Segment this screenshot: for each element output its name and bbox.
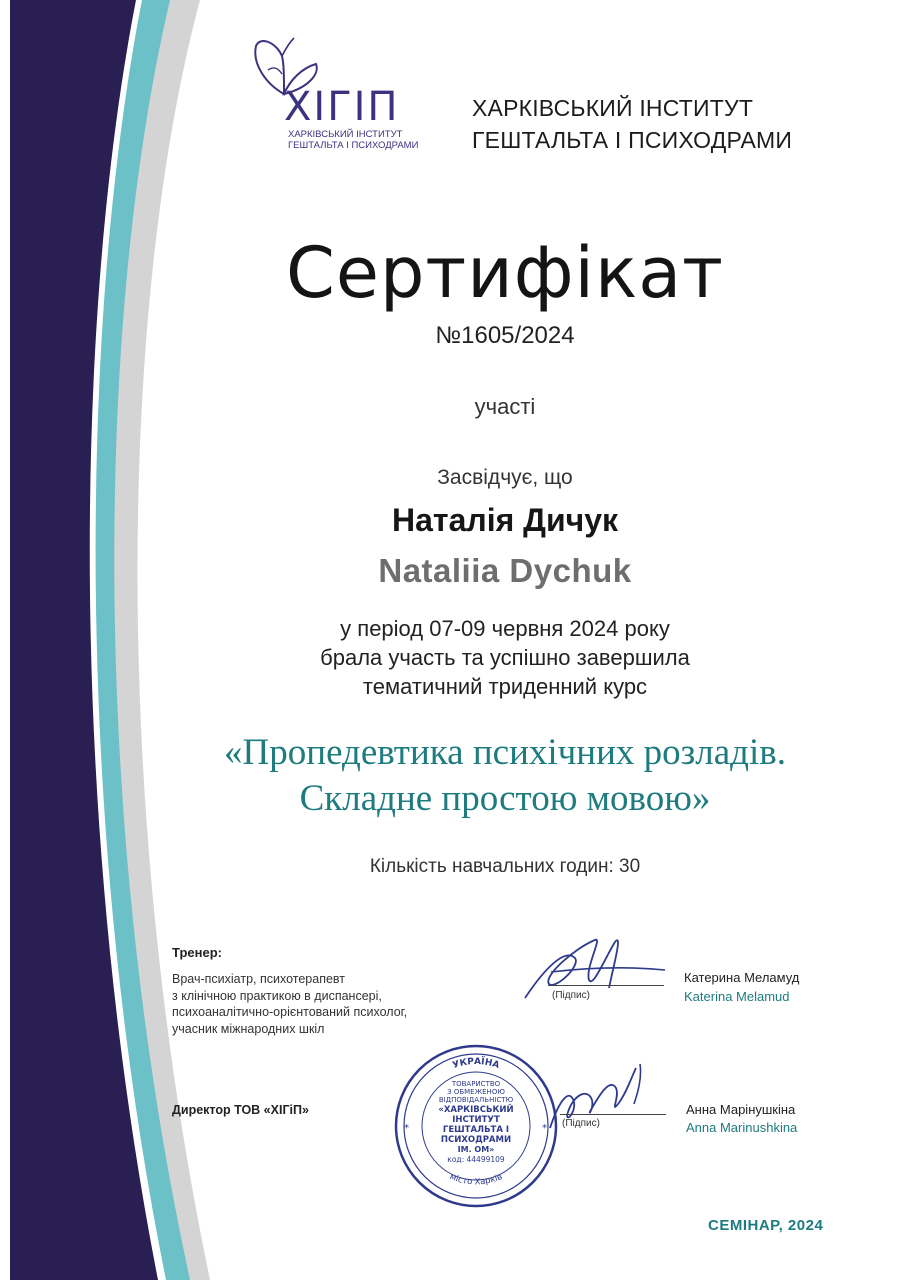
trainer-name-en: Katerina Melamud: [684, 989, 790, 1004]
stamp-line4: «ХАРКІВСЬКИЙ: [438, 1105, 514, 1115]
director-name-uk: Анна Марінушкіна: [686, 1102, 796, 1117]
recipient-name-en: Nataliia Dychuk: [378, 552, 632, 589]
institute-name-line1: ХАРКІВСЬКИЙ ІНСТИТУТ: [472, 95, 754, 121]
certificate-number: №1605/2024: [435, 322, 575, 349]
stamp-line3: ВІДПОВІДАЛЬНІСТЮ: [438, 1096, 514, 1104]
certificate-title: Сертифікат: [286, 232, 724, 314]
logo-subtitle-line2: ГЕШТАЛЬТА І ПСИХОДРАМИ: [288, 140, 419, 151]
left-edge-strip: [0, 0, 10, 1280]
stamp-outer-bottom: місто Харків: [448, 1171, 504, 1188]
period-line2: брала участь та успішно завершила: [320, 645, 690, 670]
stamp-line2: З ОБМЕЖЕНОЮ: [447, 1088, 505, 1096]
trainer-label: Тренер:: [172, 945, 222, 960]
attests-text: Засвідчує, що: [437, 466, 573, 489]
svg-text:УКРАЇНА: [451, 1056, 500, 1071]
svg-text:місто Харків: [448, 1172, 504, 1188]
trainer-signature: [505, 928, 675, 1008]
stamp-outer-top: УКРАЇНА: [451, 1056, 501, 1071]
recipient-name-uk: Наталія Дичук: [391, 502, 618, 538]
svg-text:*: *: [404, 1123, 409, 1134]
stamp-line8: ІМ. ОМ»: [457, 1145, 495, 1154]
svg-text:*: *: [542, 1123, 547, 1134]
trainer-description: [172, 971, 407, 1037]
trainer-desc-line1: Врач-психіатр, психотерапевт: [172, 972, 346, 986]
stamp-line6: ГЕШТАЛЬТА І: [442, 1125, 510, 1135]
logo-subtitle-line1: ХАРКІВСЬКИЙ ІНСТИТУТ: [288, 129, 403, 140]
stamp-line7: ПСИХОДРАМИ: [440, 1135, 512, 1145]
institute-logo: [240, 30, 440, 160]
course-title: [200, 730, 810, 822]
stamp-line9: код: 44499109: [447, 1155, 505, 1164]
director-signature: [540, 1058, 660, 1138]
director-name-en: Anna Marinushkina: [686, 1120, 798, 1135]
institute-name: [472, 92, 792, 156]
institute-name-line2: ГЕШТАЛЬТА І ПСИХОДРАМИ: [472, 127, 793, 153]
trainer-desc-line3: психоаналітично-орієнтований психолог,: [172, 1005, 408, 1019]
trainer-desc-line2: з клінічною практикою в диспансері,: [172, 988, 382, 1003]
director-signature-line: [560, 1114, 666, 1115]
certificate-subtitle: участі: [474, 394, 536, 419]
period-line1: у період 07-09 червня 2024 року: [340, 616, 670, 641]
director-label: Директор ТОВ «ХІГіП»: [172, 1103, 309, 1117]
official-stamp: [392, 1042, 560, 1210]
stamp-line1: ТОВАРИСТВО: [451, 1080, 501, 1088]
logo-wordmark: ХІГІП: [284, 84, 400, 130]
footer-seminar-year: СЕМІНАР, 2024: [708, 1217, 824, 1234]
trainer-name-uk: Катерина Меламуд: [684, 970, 800, 985]
course-title-line1: «Пропедевтика психічних розладів.: [224, 732, 786, 773]
stamp-line5: ІНСТИТУТ: [452, 1115, 500, 1125]
director-signature-caption: (Підпис): [562, 1118, 600, 1129]
trainer-signature-line: [548, 985, 664, 986]
course-title-line2: Складне простою мовою»: [299, 778, 711, 819]
trainer-desc-line4: учасник міжнародних шкіл: [172, 1021, 325, 1036]
period-line3: тематичний триденний курс: [362, 674, 648, 699]
trainer-signature-caption: (Підпис): [552, 990, 590, 1001]
period-description: [200, 614, 810, 701]
study-hours: Кількість навчальних годин: 30: [369, 856, 641, 877]
